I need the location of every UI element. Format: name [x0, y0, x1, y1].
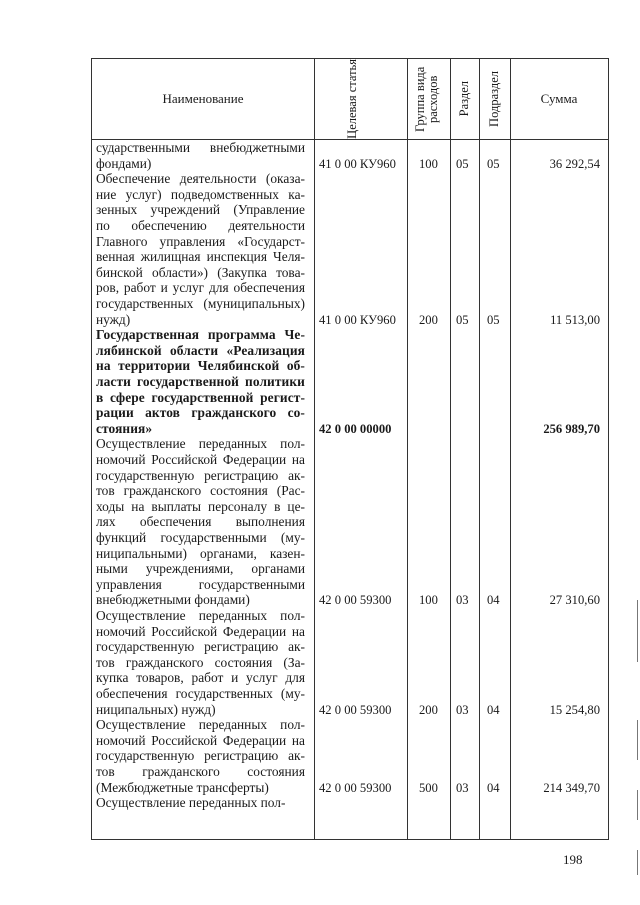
- row-name-line: Осуществление переданных пол-: [96, 608, 305, 623]
- row-name-line: тов гражданского состояния: [96, 763, 305, 779]
- scan-edge-mark: [637, 790, 638, 820]
- row-section: 05: [456, 156, 469, 171]
- row-subsection: 05: [487, 156, 500, 171]
- row-name-line: в сфере государственной регист-: [96, 389, 305, 405]
- scan-edge-mark: [637, 600, 638, 662]
- row-target: 42 0 00 59300: [319, 780, 392, 795]
- row-group: 200: [419, 312, 438, 327]
- row-section: 03: [456, 780, 469, 795]
- row-name-line: ниципальных) нужд): [96, 701, 216, 717]
- row-name-line: Государственная программа Че-: [96, 327, 305, 343]
- scan-edge-mark: [637, 850, 638, 875]
- row-name: [96, 795, 305, 811]
- row-name-line: государственную регистрацию ак-: [96, 639, 305, 655]
- row-name-line: государственную регистрацию ак-: [96, 467, 305, 483]
- row-name-line: ласти государственной политики: [96, 373, 305, 389]
- row-group: 500: [419, 780, 438, 795]
- page-number: 198: [563, 852, 583, 867]
- header-section-label: Раздел: [457, 81, 471, 117]
- scan-edge-mark: [637, 720, 638, 760]
- row-name-line: по обеспечению деятельности: [96, 217, 305, 233]
- header-subsection-label: Подраздел: [487, 71, 501, 127]
- row-name-line: купка товаров, работ и услуг для: [96, 670, 305, 686]
- row-name-line: ров, работ и услуг для обеспечения: [96, 280, 305, 296]
- row-target: 42 0 00 59300: [319, 702, 392, 717]
- col-divider: [479, 59, 480, 839]
- row-subsection: 04: [487, 702, 500, 717]
- row-name-line: ными учреждениями, органами: [96, 561, 305, 577]
- row-group: 200: [419, 702, 438, 717]
- row-section: 05: [456, 312, 469, 327]
- row-name-line: номочий Российской Федерации на: [96, 623, 305, 639]
- row-target: 42 0 00 00000: [319, 421, 392, 436]
- row-section: 03: [456, 593, 469, 608]
- budget-table: [91, 58, 609, 840]
- row-sum: 15 254,80: [549, 702, 600, 717]
- row-name-line: лябинской области «Реализация: [96, 342, 305, 358]
- row-name-line: ниципальными) органами, казен-: [96, 545, 305, 561]
- row-name-line: (Межбюджетные трансферты): [96, 779, 269, 795]
- header-group: [407, 59, 450, 139]
- row-name-line: государственную регистрацию ак-: [96, 748, 305, 764]
- row-name-line: рации актов гражданского со-: [96, 405, 305, 421]
- row-name-line: Главного управления «Государст-: [96, 233, 305, 249]
- row-name-line: нужд): [96, 311, 131, 327]
- row-sum: 214 349,70: [543, 780, 600, 795]
- row-name-line: Осуществление переданных пол-: [96, 717, 305, 733]
- row-name-line: тов гражданского состояния (Рас-: [96, 483, 305, 499]
- row-name-line: тов гражданского состояния (За-: [96, 654, 305, 670]
- col-divider: [407, 59, 408, 839]
- row-name-line: Осуществление переданных пол-: [96, 436, 305, 452]
- col-divider: [510, 59, 511, 839]
- header-subsection: [479, 59, 510, 139]
- row-name: [96, 436, 305, 608]
- row-name: [96, 140, 305, 171]
- row-subsection: 04: [487, 593, 500, 608]
- row-name-line: стояния»: [96, 420, 153, 436]
- row-section: 03: [456, 702, 469, 717]
- row-name-line: управления государственными: [96, 576, 305, 592]
- row-name-line: на территории Челябинской об-: [96, 358, 305, 374]
- row-name-line: венная жилищная инспекция Челя-: [96, 249, 305, 265]
- row-group: 100: [419, 156, 438, 171]
- col-divider: [314, 59, 315, 839]
- header-group-label: Группа вида расходов: [412, 66, 440, 132]
- row-name: [96, 171, 305, 327]
- row-sum: 256 989,70: [543, 421, 600, 436]
- row-name-line: зенных учреждений (Управление: [96, 202, 305, 218]
- row-name: [96, 327, 305, 436]
- row-name-line: государственных (муниципальных): [96, 295, 305, 311]
- row-name-line: номочий Российской Федерации на: [96, 732, 305, 748]
- row-target: 41 0 00 КУ960: [319, 312, 396, 327]
- row-name-line: лях обеспечения выполнения: [96, 514, 305, 530]
- row-name-line: ние услуг) подведомственных ка-: [96, 186, 305, 202]
- row-subsection: 05: [487, 312, 500, 327]
- row-group: 100: [419, 593, 438, 608]
- row-name-line: функций государственными (му-: [96, 529, 305, 545]
- header-target: [314, 59, 407, 139]
- header-sum-label: Сумма: [540, 91, 578, 106]
- header-name-label: Наименование: [162, 91, 244, 106]
- row-sum: 27 310,60: [549, 593, 600, 608]
- header-sum: [510, 59, 608, 139]
- row-name-line: внебюджетными фондами): [96, 592, 250, 608]
- row-name-line: обеспечения государственных (му-: [96, 685, 305, 701]
- row-name-line: сударственными внебюджетными: [96, 140, 305, 155]
- row-name-line: бинской области») (Закупка това-: [96, 264, 305, 280]
- col-divider: [450, 59, 451, 839]
- row-name-line: ходы на выплаты персоналу в це-: [96, 498, 305, 514]
- row-name: [96, 608, 305, 717]
- row-target: 41 0 00 КУ960: [319, 156, 396, 171]
- row-target: 42 0 00 59300: [319, 593, 392, 608]
- header-name: [92, 59, 314, 139]
- row-name: [96, 717, 305, 795]
- header-target-label: Целевая статья: [344, 59, 359, 139]
- row-name-line: фондами): [96, 155, 152, 171]
- row-sum: 11 513,00: [550, 312, 600, 327]
- row-subsection: 04: [487, 780, 500, 795]
- row-sum: 36 292,54: [549, 156, 600, 171]
- header-section: [450, 59, 479, 139]
- row-name-line: Осуществление переданных пол-: [96, 795, 286, 811]
- row-name-line: Обеспечение деятельности (оказа-: [96, 171, 305, 187]
- row-name-line: номочий Российской Федерации на: [96, 451, 305, 467]
